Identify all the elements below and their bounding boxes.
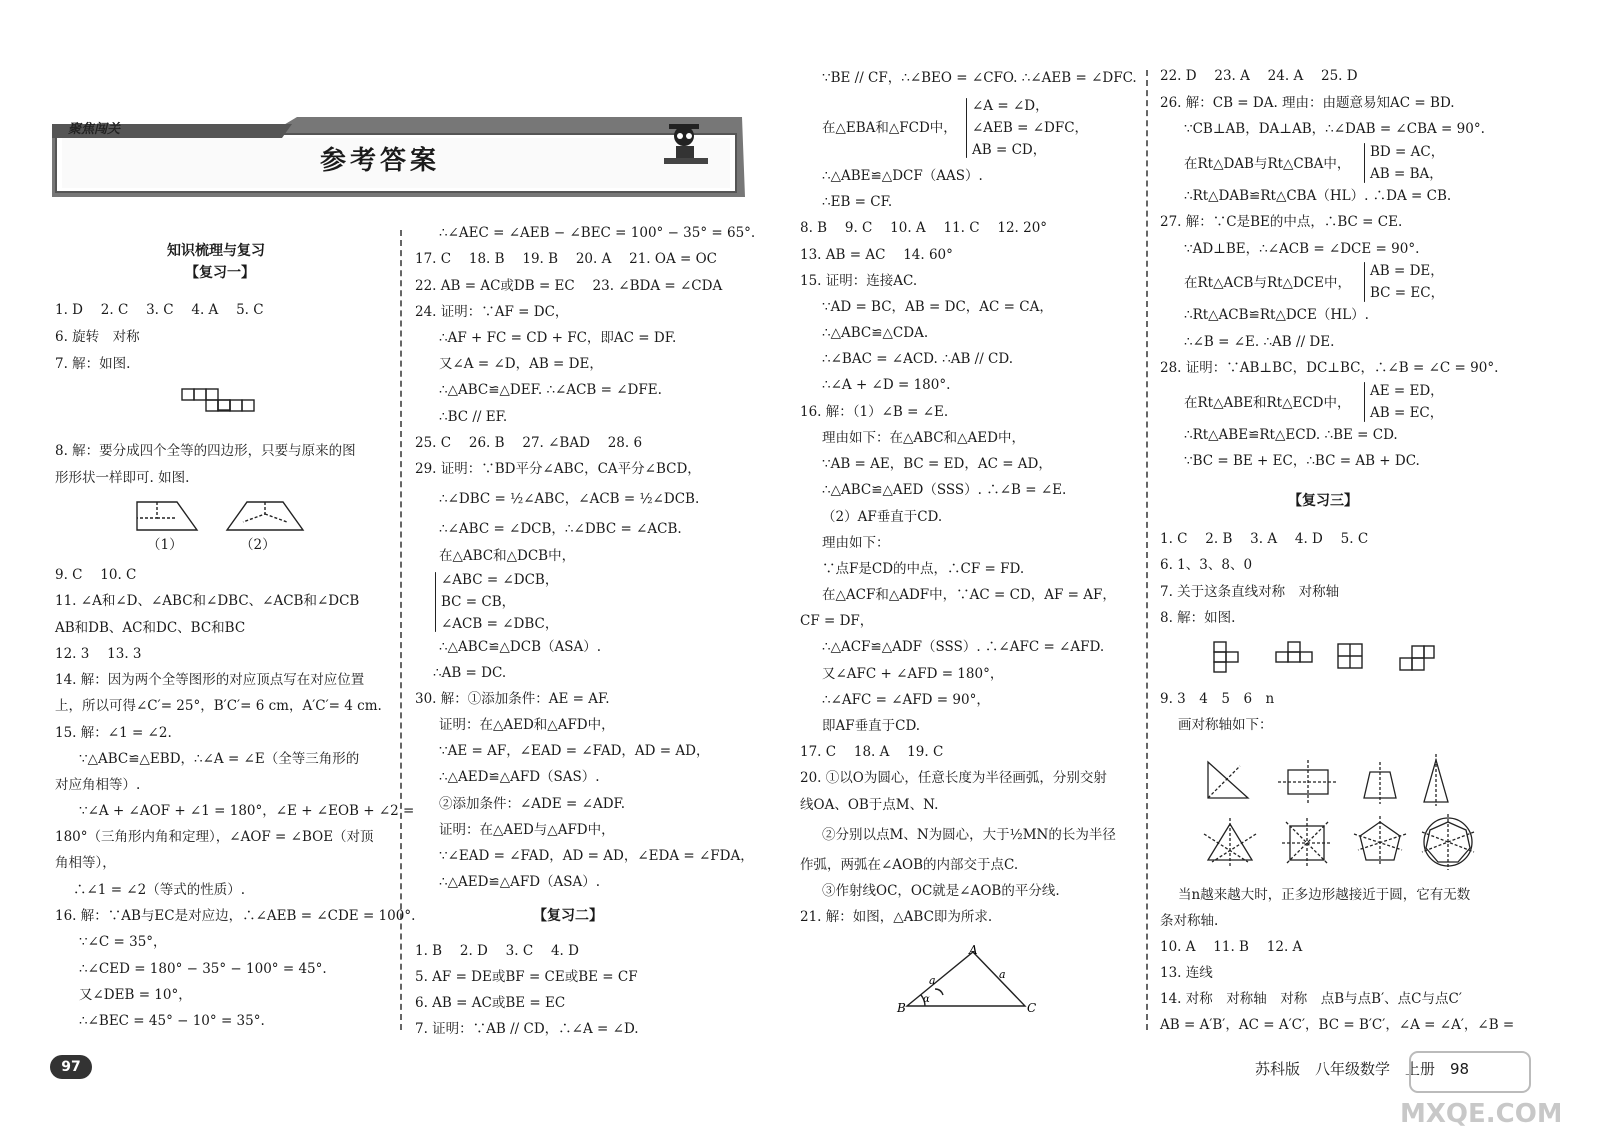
answer-line: 14. 解：因为两个全等图形的对应顶点写在对应位置 bbox=[55, 672, 365, 688]
answer-line: 14. 对称 对称轴 对称 点B与点B′、点C与点C′ bbox=[1160, 991, 1462, 1007]
section-title: 【复习三】 bbox=[1288, 493, 1358, 509]
answer-line: AB = DE， bbox=[1370, 263, 1444, 279]
answer-line: 10. A 11. B 12. A bbox=[1160, 939, 1303, 955]
answer-line: 1. C 2. B 3. A 4. D 5. C bbox=[1160, 531, 1369, 547]
answer-line: 在△EBA和△FCD中， bbox=[822, 120, 957, 136]
answer-line: ②添加条件：∠ADE = ∠ADF. bbox=[439, 796, 626, 812]
logo: 聚焦闯关 bbox=[68, 122, 121, 137]
answer-line: 画对称轴如下： bbox=[1178, 717, 1273, 733]
column-divider bbox=[1146, 70, 1148, 1030]
answer-line: ∴∠A + ∠D = 180°. bbox=[822, 377, 951, 393]
watermark bbox=[1380, 1050, 1560, 1130]
answer-line: AE = ED， bbox=[1370, 383, 1444, 399]
answer-line: 又∠AFC + ∠AFD = 180°， bbox=[822, 666, 1004, 682]
answer-line: AB = EC， bbox=[1370, 405, 1444, 421]
answer-line: 16. 解：（1）∠B = ∠E. bbox=[800, 404, 949, 420]
answer-line: ∴AB = DC. bbox=[433, 665, 507, 681]
answer-line: 25. C 26. B 27. ∠BAD 28. 6 bbox=[415, 435, 643, 451]
answer-line: ∴Rt△ABE≌Rt△ECD. ∴BE = CD. bbox=[1184, 427, 1398, 443]
symmetric-shapes-figure bbox=[1210, 640, 1440, 676]
answer-line: 即AF垂直于CD. bbox=[822, 718, 921, 734]
answer-line: BC = EC， bbox=[1370, 285, 1445, 301]
answer-line: 15. 证明：连接AC. bbox=[800, 273, 918, 289]
answer-line: BC = CB， bbox=[441, 594, 516, 610]
section-title: 【复习一】 bbox=[185, 265, 255, 281]
answer-line: 又∠DEB = 10°， bbox=[79, 987, 192, 1003]
answer-line: 13. 连线 bbox=[1160, 965, 1213, 981]
section-title: 【复习二】 bbox=[533, 908, 603, 924]
watermark-text: MXQE.COM bbox=[1400, 1099, 1560, 1129]
axes-of-symmetry-figure bbox=[1200, 752, 1500, 874]
answer-line: 20. ①以O为圆心，任意长度为半径画弧，分别交射 bbox=[800, 770, 1107, 786]
page-number-left: 97 bbox=[50, 1055, 92, 1079]
brace bbox=[966, 98, 967, 158]
answer-line: ∴△AED≌△AFD（ASA）. bbox=[439, 874, 601, 890]
answer-line: ∠ABC = ∠DCB， bbox=[441, 572, 559, 588]
answer-line: （2）AF垂直于CD. bbox=[822, 509, 943, 525]
brace bbox=[1364, 382, 1365, 422]
answer-line: 6. AB = AC或BE = EC bbox=[415, 995, 566, 1011]
answer-line: 26. 解：CB = DA. 理由：由题意易知AC = BD. bbox=[1160, 95, 1455, 111]
vertex-c: C bbox=[1027, 1001, 1037, 1015]
vertex-a: A bbox=[969, 944, 978, 957]
answer-line: ∵AD⊥BE，∴∠ACB = ∠DCE = 90°. bbox=[1184, 241, 1420, 257]
answer-line: 17. C 18. A 19. C bbox=[800, 744, 944, 760]
answer-line: 理由如下：在△ABC和△AED中， bbox=[822, 430, 1025, 446]
answer-line: ∴△ABC≌△CDA. bbox=[822, 325, 929, 341]
answer-line: ∴∠AFC = ∠AFD = 90°， bbox=[822, 692, 990, 708]
answer-line: ∵CB⊥AB，DA⊥AB，∴∠DAB = ∠CBA = 90°. bbox=[1184, 121, 1485, 137]
answer-line: 角相等）， bbox=[55, 855, 116, 871]
triangle-figure bbox=[895, 944, 1045, 1016]
answer-line: ∴∠ABC = ∠DCB，∴∠DBC = ∠ACB. bbox=[439, 521, 682, 537]
answer-line: ∴∠1 = ∠2（等式的性质）. bbox=[73, 882, 245, 898]
answer-line: 11. ∠A和∠D、∠ABC和∠DBC、∠ACB和∠DCB bbox=[55, 593, 360, 609]
answer-line: 12. 3 13. 3 bbox=[55, 646, 142, 662]
answer-line: ∴△AED≌△AFD（SAS）. bbox=[439, 769, 600, 785]
answer-line: 5. AF = DE或BF = CE或BE = CF bbox=[415, 969, 638, 985]
answer-line: ∵∠C = 35°， bbox=[79, 934, 167, 950]
brace bbox=[1364, 262, 1365, 302]
answer-line: ∴∠AEC = ∠AEB − ∠BEC = 100° − 35° = 65°. bbox=[439, 225, 756, 241]
answer-line: 8. 解：要分成四个全等的四边形，只要与原来的图 bbox=[55, 443, 356, 459]
answer-line: 7. 解：如图. bbox=[55, 356, 131, 372]
answer-line: 证明：在△AED和△AFD中， bbox=[439, 717, 615, 733]
answer-line: 对应角相等）. bbox=[55, 777, 141, 793]
figure-caption: （1） bbox=[147, 537, 183, 553]
answer-line: 24. 证明：∵AF = DC， bbox=[415, 304, 569, 320]
answer-line: ∵△ABC≌△EBD，∴∠A = ∠E（全等三角形的 bbox=[79, 751, 360, 767]
answer-line: 22. AB = AC或DB = EC 23. ∠BDA = ∠CDA bbox=[415, 278, 723, 294]
answer-line: ∴∠CED = 180° − 35° − 100° = 45°. bbox=[79, 961, 327, 977]
answer-line: ③作射线OC，OC就是∠AOB的平分线. bbox=[822, 883, 1060, 899]
answer-line: 27. 解：∵C是BE的中点，∴BC = CE. bbox=[1160, 214, 1403, 230]
answer-line: ∵∠A + ∠AOF + ∠1 = 180°，∠E + ∠EOB + ∠2 = bbox=[79, 803, 415, 819]
answer-line: 16. 解：∵AB与EC是对应边，∴∠AEB = ∠CDE = 100°. bbox=[55, 908, 416, 924]
answer-line: BD = AC， bbox=[1370, 144, 1445, 160]
answer-line: ∴Rt△DAB≌Rt△CBA（HL）. ∴DA = CB. bbox=[1184, 188, 1452, 204]
answer-line: ∴△ABC≌△DEF. ∴∠ACB = ∠DFE. bbox=[439, 382, 662, 398]
answer-line: ∵BE // CF，∴∠BEO = ∠CFO. ∴∠AEB = ∠DFC. bbox=[822, 70, 1137, 86]
answer-line: 上，所以可得∠C′= 25°，B′C′= 6 cm，A′C′= 4 cm. bbox=[55, 698, 382, 714]
answer-line: ∴Rt△ACB≌Rt△DCE（HL）. bbox=[1184, 307, 1369, 323]
answer-line: 1. D 2. C 3. C 4. A 5. C bbox=[55, 302, 264, 318]
answer-line: 28. 证明：∵AB⊥BC，DC⊥BC，∴∠B = ∠C = 90°. bbox=[1160, 360, 1499, 376]
answer-line: 在Rt△ABE和Rt△ECD中， bbox=[1184, 395, 1351, 411]
answer-line: 又∠A = ∠D，AB = DE， bbox=[439, 356, 603, 372]
trapezoid-figure bbox=[133, 500, 308, 532]
answer-line: 21. 解：如图，△ABC即为所求. bbox=[800, 909, 993, 925]
answer-line: 180°（三角形内角和定理），∠AOF = ∠BOE（对顶 bbox=[55, 829, 374, 845]
answer-line: ∴∠BEC = 45° − 10° = 35°. bbox=[79, 1013, 265, 1029]
answer-line: 形形状一样即可. 如图. bbox=[55, 470, 190, 486]
answer-line: 在△ABC和△DCB中， bbox=[439, 548, 576, 564]
answer-line: ∠A = ∠D， bbox=[972, 98, 1049, 114]
net-figure bbox=[180, 386, 260, 422]
answer-line: 1. B 2. D 3. C 4. D bbox=[415, 943, 579, 959]
answer-line: AB = A′B′，AC = A′C′，BC = B′C′，∠A = ∠A′，∠B = bbox=[1160, 1017, 1515, 1033]
answer-line: 9. 3 4 5 6 n bbox=[1160, 691, 1275, 707]
answer-line: ∵BC = BE + EC，∴BC = AB + DC. bbox=[1184, 453, 1420, 469]
answer-line: 13. AB = AC 14. 60° bbox=[800, 247, 953, 263]
answer-line: ∵∠EAD = ∠FAD，AD = AD，∠EDA = ∠FDA， bbox=[439, 848, 754, 864]
answer-line: ∴△ABC≌△AED（SSS）. ∴∠B = ∠E. bbox=[822, 482, 1067, 498]
answer-line: ∠AEB = ∠DFC， bbox=[972, 120, 1089, 136]
answer-line: 在Rt△ACB与Rt△DCE中， bbox=[1184, 275, 1351, 291]
side-label: a bbox=[999, 968, 1006, 981]
answer-line: 理由如下： bbox=[822, 535, 890, 551]
answer-line: ∴EB = CF. bbox=[822, 194, 893, 210]
side-label: a bbox=[929, 974, 936, 987]
answer-line: ②分别以点M、N为圆心，大于½MN的长为半径 bbox=[822, 827, 1116, 843]
answer-line: AB和DB、AC和DC、BC和BC bbox=[55, 620, 246, 636]
answer-line: 6. 旋转 对称 bbox=[55, 329, 140, 345]
brace bbox=[435, 572, 436, 632]
answer-line: 线OA、OB于点M、N. bbox=[800, 797, 939, 813]
answer-line: ∴∠BAC = ∠ACD. ∴AB // CD. bbox=[822, 351, 1014, 367]
answer-line: 7. 关于这条直线对称 对称轴 bbox=[1160, 584, 1340, 600]
answer-line: 条对称轴. bbox=[1160, 913, 1219, 929]
answer-line: ∵点F是CD的中点，∴CF = FD. bbox=[822, 561, 1025, 577]
answer-line: ∴BC // EF. bbox=[439, 409, 508, 425]
answer-line: ∵AE = AF，∠EAD = ∠FAD，AD = AD， bbox=[439, 743, 710, 759]
vertex-b: B bbox=[897, 1001, 906, 1015]
answer-line: 在△ACF和△ADF中，∵AC = CD，AF = AF， bbox=[822, 587, 1116, 603]
answer-line: 7. 证明：∵AB // CD，∴∠A = ∠D. bbox=[415, 1021, 639, 1037]
answer-line: 29. 证明：∵BD平分∠ABC，CA平分∠BCD， bbox=[415, 461, 701, 477]
answer-line: ∴AF + FC = CD + FC，即AC = DF. bbox=[439, 330, 677, 346]
answer-line: ∴△ABC≌△DCB（ASA）. bbox=[439, 639, 602, 655]
answer-line: ∠ACB = ∠DBC， bbox=[441, 616, 559, 632]
page-footer-right: 苏科版 八年级数学 上册 98 bbox=[1255, 1060, 1470, 1078]
answer-line: 15. 解：∠1 = ∠2. bbox=[55, 725, 172, 741]
answer-line: ∴∠DBC = ½∠ABC，∠ACB = ½∠DCB. bbox=[439, 491, 700, 507]
section-title: 知识梳理与复习 bbox=[167, 243, 265, 259]
answer-line: 当n越来越大时，正多边形越接近于圆，它有无数 bbox=[1178, 887, 1471, 903]
answer-line: 8. B 9. C 10. A 11. C 12. 20° bbox=[800, 220, 1048, 236]
answer-line: 17. C 18. B 19. B 20. A 21. OA = OC bbox=[415, 251, 717, 267]
answer-line: AB = BA， bbox=[1370, 166, 1443, 182]
answer-line: ∴△ACF≌△ADF（SSS）. ∴∠AFC = ∠AFD. bbox=[822, 639, 1105, 655]
answer-line: 作弧，两弧在∠AOB的内部交于点C. bbox=[800, 857, 1019, 873]
answer-line: ∴∠B = ∠E. ∴AB // DE. bbox=[1184, 334, 1335, 350]
answer-line: 9. C 10. C bbox=[55, 567, 137, 583]
answer-line: AB = CD， bbox=[972, 142, 1047, 158]
answer-line: ∴△ABE≌△DCF（AAS）. bbox=[822, 168, 983, 184]
answer-line: 8. 解：如图. bbox=[1160, 610, 1236, 626]
angle-label: α bbox=[923, 994, 930, 1005]
answer-line: ∵AD = BC，AB = DC，AC = CA， bbox=[822, 299, 1053, 315]
brace bbox=[1364, 143, 1365, 183]
answer-line: ∵AB = AE，BC = ED，AC = AD， bbox=[822, 456, 1052, 472]
answer-line: 6. 1、3、8、0 bbox=[1160, 557, 1253, 573]
answer-line: 在Rt△DAB与Rt△CBA中， bbox=[1184, 156, 1351, 172]
answer-line: 30. 解：①添加条件：AE = AF. bbox=[415, 691, 610, 707]
figure-caption: （2） bbox=[240, 537, 276, 553]
page-title: 参考答案 bbox=[320, 146, 441, 176]
answer-line: CF = DF， bbox=[800, 613, 874, 629]
answer-line: 证明：在△AED与△AFD中， bbox=[439, 822, 615, 838]
answer-line: 22. D 23. A 24. A 25. D bbox=[1160, 68, 1358, 84]
